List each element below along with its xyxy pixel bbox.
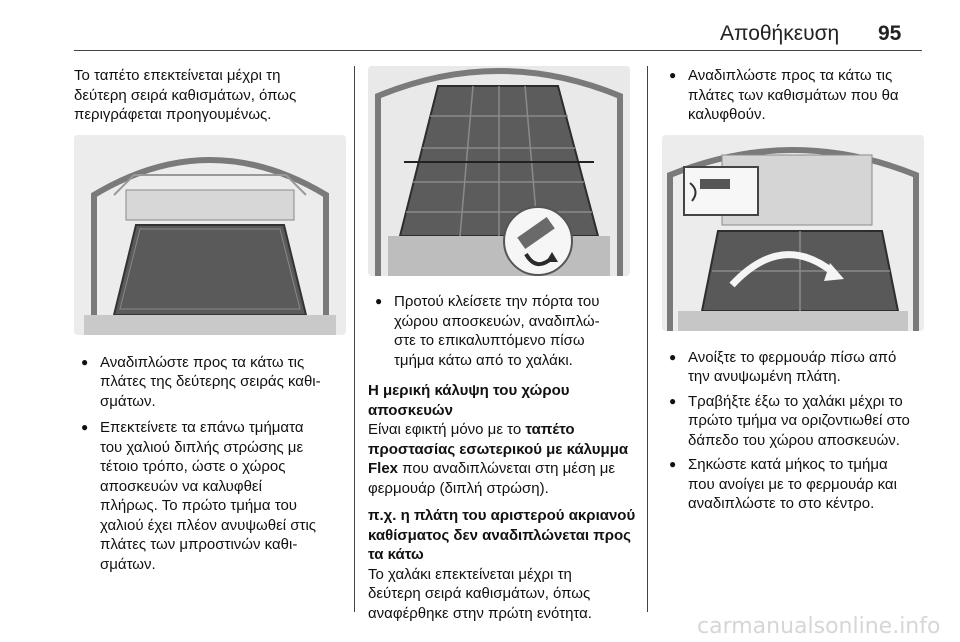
- running-header-title: Αποθήκευση: [720, 22, 840, 45]
- bullet-list-col3-bottom: [662, 348, 930, 514]
- illustration-cargo-mat-folding: [368, 66, 630, 276]
- page-number: 95: [878, 22, 902, 45]
- header-rule: [74, 50, 922, 51]
- bullet-list-col3-top: [662, 66, 930, 125]
- section-paragraph: Είναι εφικτή μόνο με το ταπέτο προστασίας εσωτερικού με κάλυμμα Flex που αναδιπλώνεται στη μέση με φερμουάρ (διπλή στρώση).: [368, 421, 629, 497]
- illustration-cargo-mat-extended: [74, 135, 346, 335]
- list-item: ● Αναδιπλώστε προς τα κάτω τις πλάτες των καθισμάτων που θα καλυφθούν.: [662, 66, 930, 125]
- list-item: ● Προτού κλείσετε την πόρτα του χώρου αποσκευών, αναδιπλώ- στε το επικαλυπτόμενο πίσω τμήμα κάτω από το χαλάκι.: [368, 292, 640, 370]
- list-item: ● Ανοίξτε το φερμουάρ πίσω από την ανυψωμένη πλάτη.: [662, 348, 930, 387]
- list-item: ● Επεκτείνετε τα επάνω τμήματα του χαλιού διπλής στρώσης με τέτοιο τρόπο, ώστε ο χώρος αποσκευών να καλυφθεί πλήρως. Το πρώτο τμήμα του χαλιού έχει πλέον ανυψωθεί στις πλάτες των μπροστινών καθι- σμάτων.: [74, 418, 346, 574]
- column-1: [74, 66, 346, 574]
- list-item: ● Αναδιπλώστε προς τα κάτω τις πλάτες της δεύτερης σειράς καθι- σμάτων.: [74, 353, 346, 412]
- column-3: [662, 66, 930, 514]
- bullet-list-col2: [368, 292, 640, 370]
- example-subheading: π.χ. η πλάτη του αριστερού ακριανού καθίσματος δεν αναδιπλώνεται προς τα κάτω: [368, 507, 636, 563]
- column-divider-left: [354, 66, 355, 612]
- list-item: ● Σηκώστε κατά μήκος το τμήμα που ανοίγει με το φερμουάρ και αναδιπλώστε το στο κέντρο.: [662, 455, 930, 514]
- intro-paragraph: Το ταπέτο επεκτείνεται μέχρι τη δεύτερη σειρά καθισμάτων, όπως περιγράφεται προηγουμένως.: [74, 67, 297, 123]
- watermark: carmanualsonline.info: [697, 614, 941, 639]
- column-divider-right: [647, 66, 648, 612]
- example-paragraph: Το χαλάκι επεκτείνεται μέχρι τη δεύτερη σειρά καθισμάτων, όπως αναφέρθηκε στην πρώτη ενότητα.: [368, 565, 592, 622]
- list-item: ● Τραβήξτε έξω το χαλάκι μέχρι το πρώτο τμήμα να οριζοντιωθεί στο δάπεδο του χώρου αποσκευών.: [662, 392, 930, 451]
- section-heading: Η μερική κάλυψη του χώρου αποσκευών: [368, 382, 570, 419]
- bullet-list-col1: [74, 353, 346, 575]
- illustration-cargo-mat-zipper: [662, 135, 924, 331]
- column-2: [368, 66, 640, 623]
